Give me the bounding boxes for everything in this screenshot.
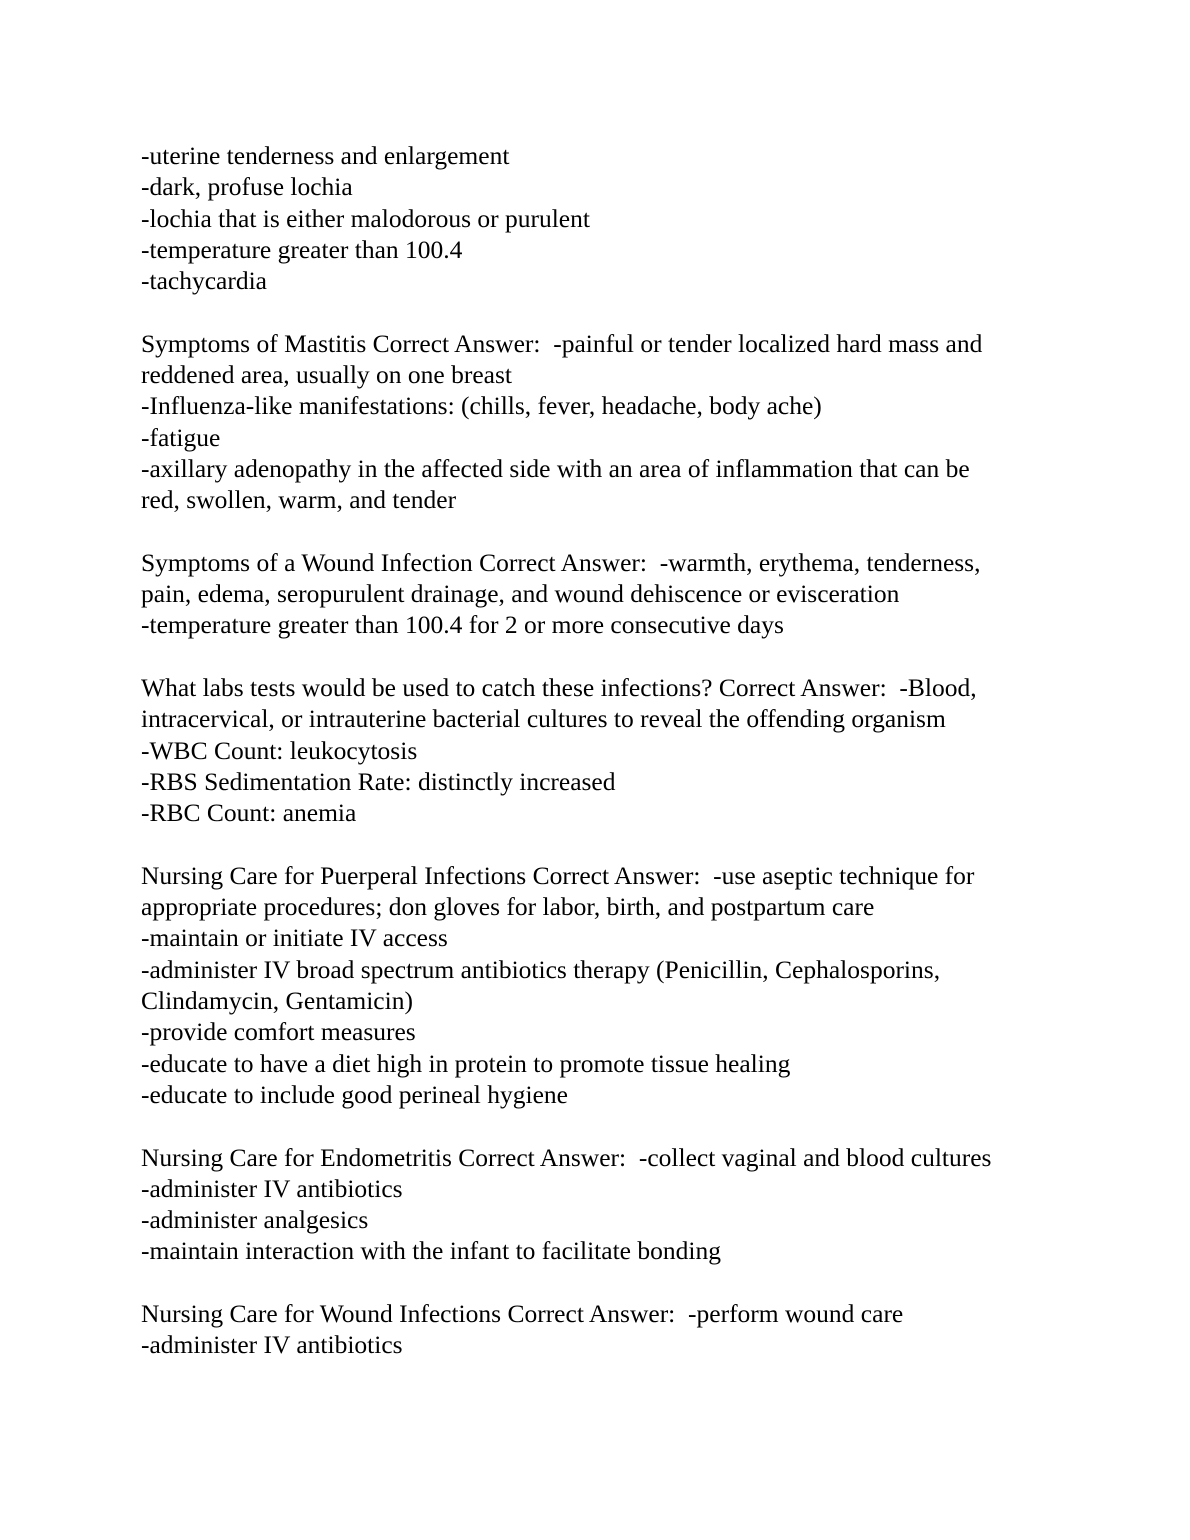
paragraph-wound-infections-care — [141, 1298, 1061, 1361]
paragraph-wound-infection-symptoms — [141, 547, 1061, 641]
text-line: -maintain interaction with the infant to facilitate bonding — [141, 1236, 721, 1266]
text-line: -administer IV antibiotics — [141, 1330, 403, 1360]
text-line: -fatigue — [141, 422, 221, 452]
text-line: -dark, profuse lochia — [141, 172, 353, 202]
text-line: -axillary adenopathy in the affected side with an area of inflammation that can be — [141, 453, 970, 483]
paragraph-lab-tests — [141, 672, 1061, 828]
text-line: Nursing Care for Wound Infections Correct Answer: -perform wound care — [141, 1298, 904, 1328]
text-line: appropriate procedures; don gloves for labor, birth, and postpartum care — [141, 892, 875, 922]
text-line: Nursing Care for Puerperal Infections Correct Answer: -use aseptic technique for — [141, 860, 975, 890]
text-line: -administer IV broad spectrum antibiotics therapy (Penicillin, Cephalosporins, — [141, 954, 941, 984]
text-line: -educate to have a diet high in protein to promote tissue healing — [141, 1048, 791, 1078]
text-line: Clindamycin, Gentamicin) — [141, 986, 413, 1016]
text-line: -maintain or initiate IV access — [141, 923, 448, 953]
text-line: -uterine tenderness and enlargement — [141, 141, 510, 170]
text-line: What labs tests would be used to catch these infections? Correct Answer: -Blood, — [141, 673, 977, 703]
text-line: -tachycardia — [141, 266, 267, 296]
document-page — [141, 140, 1061, 1392]
text-line: -provide comfort measures — [141, 1017, 416, 1047]
text-line: pain, edema, seropurulent drainage, and wound dehiscence or evisceration — [141, 579, 900, 609]
text-line: Symptoms of a Wound Infection Correct Answer: -warmth, erythema, tenderness, — [141, 547, 981, 577]
paragraph-endometritis-care — [141, 1142, 1061, 1267]
paragraph-puerperal-infections-care — [141, 860, 1061, 1110]
text-line: Nursing Care for Endometritis Correct Answer: -collect vaginal and blood cultures — [141, 1142, 992, 1172]
text-line: -Influenza-like manifestations: (chills, fever, headache, body ache) — [141, 391, 822, 421]
text-line: -WBC Count: leukocytosis — [141, 735, 418, 765]
text-line: red, swollen, warm, and tender — [141, 485, 457, 515]
paragraph-endometritis-symptoms — [141, 140, 1061, 296]
text-line: -RBS Sedimentation Rate: distinctly increased — [141, 766, 616, 796]
text-line: -lochia that is either malodorous or purulent — [141, 203, 590, 233]
text-line: reddened area, usually on one breast — [141, 360, 513, 390]
text-line: -RBC Count: anemia — [141, 798, 357, 828]
text-line: -administer IV antibiotics — [141, 1173, 403, 1203]
text-line: -administer analgesics — [141, 1205, 369, 1235]
text-line: -temperature greater than 100.4 — [141, 234, 463, 264]
text-line: -temperature greater than 100.4 for 2 or more consecutive days — [141, 610, 784, 640]
text-line: -educate to include good perineal hygiene — [141, 1079, 568, 1109]
paragraph-mastitis-symptoms — [141, 328, 1061, 516]
text-line: Symptoms of Mastitis Correct Answer: -painful or tender localized hard mass and — [141, 328, 983, 358]
text-line: intracervical, or intrauterine bacterial cultures to reveal the offending organism — [141, 704, 946, 734]
